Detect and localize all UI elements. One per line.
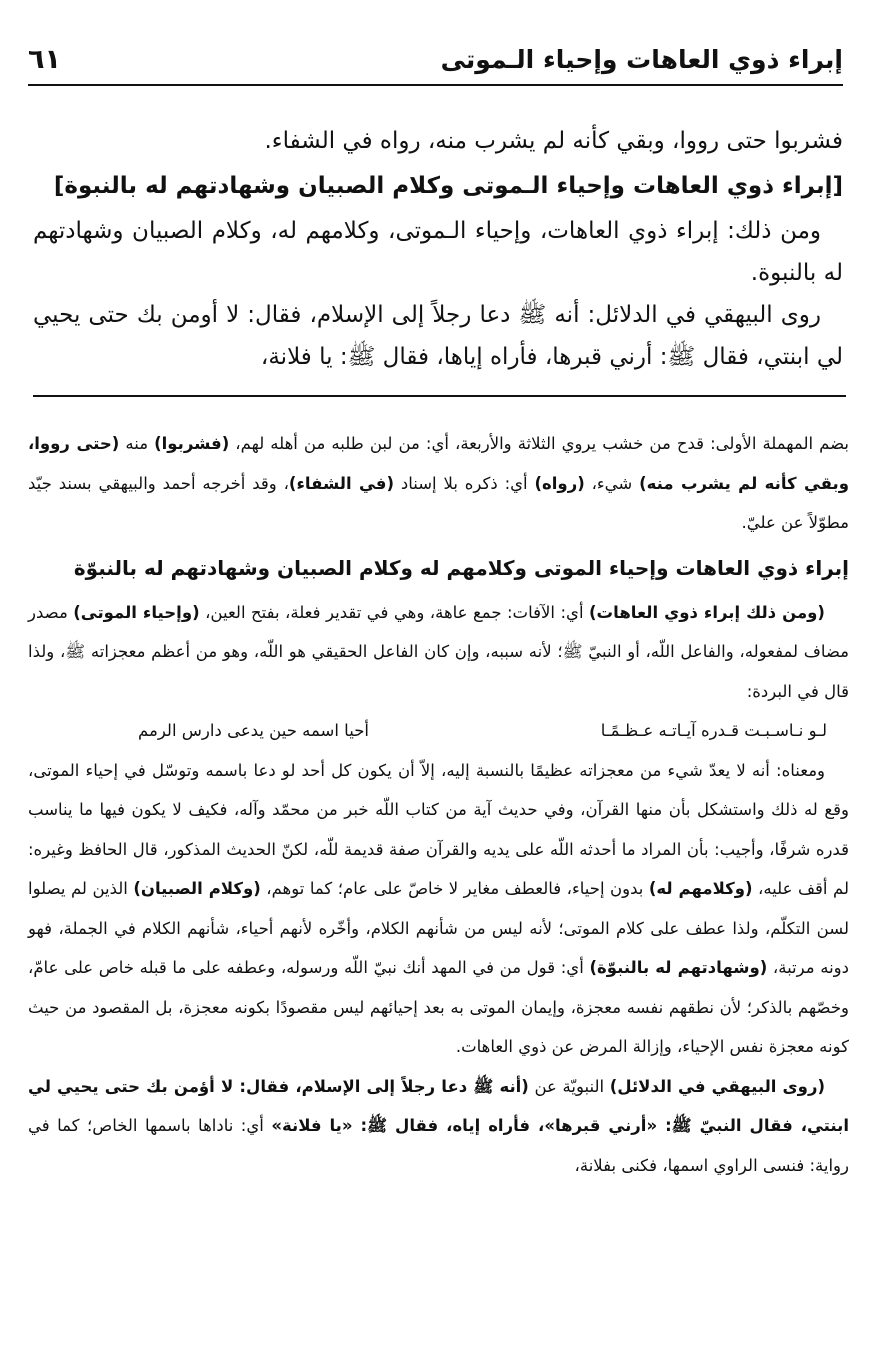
text-run: النبويّة عن bbox=[528, 1076, 610, 1096]
quoted-matn: (حتى رووا، وبقي كأنه لم يشرب منه) bbox=[28, 434, 849, 493]
commentary-paragraph-1 bbox=[28, 424, 849, 543]
quoted-matn: (في الشفاء) bbox=[288, 473, 395, 493]
text-run: ، وقد أخرجه أحمد والبيهقي بسند جيّد مطوّلاً عن عليّ. bbox=[28, 473, 849, 532]
running-header bbox=[28, 34, 843, 86]
matn-paragraph-1: ومن ذلك: إبراء ذوي العاهات، وإحياء الـموتى، وكلامهم له، وكلام الصبيان وشهادتهم له بالنبوة. bbox=[33, 218, 843, 286]
poem-verse bbox=[28, 711, 849, 751]
text-run: مصدر مضاف لمفعوله، والفاعل اللّه، أو النبيّ ﷺ؛ لأنه سببه، وإن كان الفاعل الحقيقي هو اللّه، وهو من أعظم معجزاته ﷺ، ولذا قال في البردة: bbox=[28, 602, 849, 701]
text-run: أي: قول من في المهد أنك نبيّ اللّه ورسوله، وعطفه على ما قبله خاص على عامّ، وخصّهم بالذكر؛ لأن نطقهم نفسه معجزة، وإيمان الموتى به بعد إحيائهم ليس مقصودًا بكونه معجزة، بل المقصود من حيث كونه معجزة نفس الإحياء، وإزالة المرض عن ذوي العاهات. bbox=[28, 958, 849, 1056]
quoted-matn: (روى البيهقي في الدلائل) bbox=[609, 1076, 825, 1096]
quoted-matn: (ومن ذلك إبراء ذوي العاهات) bbox=[589, 602, 825, 622]
commentary-paragraph-2 bbox=[28, 593, 849, 712]
page-number: ٦١ bbox=[28, 43, 61, 75]
main-text bbox=[33, 120, 843, 378]
quoted-matn: (رواه) bbox=[534, 473, 585, 493]
header-title: إبراء ذوي العاهات وإحياء الـموتى bbox=[440, 44, 843, 74]
commentary-heading: إبراء ذوي العاهات وإحياء الموتى وكلامهم له وكلام الصبيان وشهادتهم له بالنبوّة bbox=[73, 555, 849, 580]
footnote-separator bbox=[33, 395, 846, 397]
commentary-text bbox=[28, 424, 849, 1185]
text-run: منه bbox=[119, 434, 155, 453]
text-run: الذين لم يصلوا لسن التكلّم، ولذا عطف على كلام الموتى؛ لأنه ليس من شأنهم الكلام، وأخّره لأنهم أحياء، شأنهم الكلام في الجملة، فهو دونه مرتبة، bbox=[28, 879, 849, 977]
text-run: ومعناه: أنه لا يعدّ شيء من معجزاته عظيمًا بالنسبة إليه، إلاّ أن يكون كل أحد لو دعا باسمه وتوسّل في إحياء الموتى، وقع له ذلك واستشكل بأن منها القرآن، وفي حديث آية من كتاب اللّه خبر من محمّد وآله، فكيف لا يكون فيها ما يناسب قدره شرفًا، وأجيب: بأن المراد ما أحدثه اللّه على يديه والقرآن صفة قديمة للّه، لكنّ الحديث المذكور، قال الحافظ وغيره: لم أقف عليه، bbox=[28, 760, 849, 898]
poem-first-hemistich: لـو نـاسـبـت قـدره آيـاتـه عـظـمًـا bbox=[600, 721, 827, 740]
quoted-matn: (وكلامهم له) bbox=[648, 879, 753, 898]
quoted-matn: (فشربوا) bbox=[154, 434, 230, 453]
section-heading: [إبراء ذوي العاهات وإحياء الـموتى وكلام الصبيان وشهادتهم له بالنبوة] bbox=[53, 173, 843, 199]
commentary-paragraph-3 bbox=[28, 751, 849, 1067]
commentary-paragraph-4 bbox=[28, 1067, 849, 1186]
poem-second-hemistich: أحيا اسمه حين يدعى دارس الرمم bbox=[138, 721, 369, 740]
quoted-matn: (أنه ﷺ دعا رجلاً إلى الإسلام، فقال: لا أؤمن بك حتى يحيي لي ابنتي، فقال النبيّ ﷺ: «أرني قبرها»، فأراه إياه، فقال ﷺ: «يا فلانة» bbox=[28, 1076, 849, 1135]
text-run: بدون إحياء، فالعطف مغاير لا خاصّ على عام؛ كما توهم، bbox=[260, 879, 649, 898]
text-run: أي: ناداها باسمها الخاص؛ كما في رواية: فنسى الراوي اسمها، فكنى بفلانة، bbox=[28, 1116, 849, 1175]
matn-paragraph-2: روى البيهقي في الدلائل: أنه ﷺ دعا رجلاً إلى الإسلام، فقال: لا أومن بك حتى يحيي لي ابنتي، فقال ﷺ: أرني قبرها، فأراه إياها، فقال ﷺ: يا فلانة، bbox=[33, 302, 843, 370]
quoted-matn: (وكلام الصبيان) bbox=[133, 879, 261, 898]
quoted-matn: (وإحياء الموتى) bbox=[73, 602, 200, 622]
quoted-matn: (وشهادتهم له بالنبوّة) bbox=[589, 958, 768, 977]
text-run: بضم المهملة الأولى: قدح من خشب يروي الثلاثة والأربعة، أي: من لبن طلبه من أهله لهم، bbox=[229, 434, 849, 453]
text-run: أي: ذكره بلا إسناد bbox=[394, 473, 535, 493]
text-run: شيء، bbox=[584, 473, 640, 493]
text-run: أي: الآفات: جمع عاهة، وهي في تقدير فعلة، بفتح العين، bbox=[199, 602, 590, 622]
matn-line: فشربوا حتى رووا، وبقي كأنه لم يشرب منه، رواه في الشفاء. bbox=[264, 128, 843, 154]
